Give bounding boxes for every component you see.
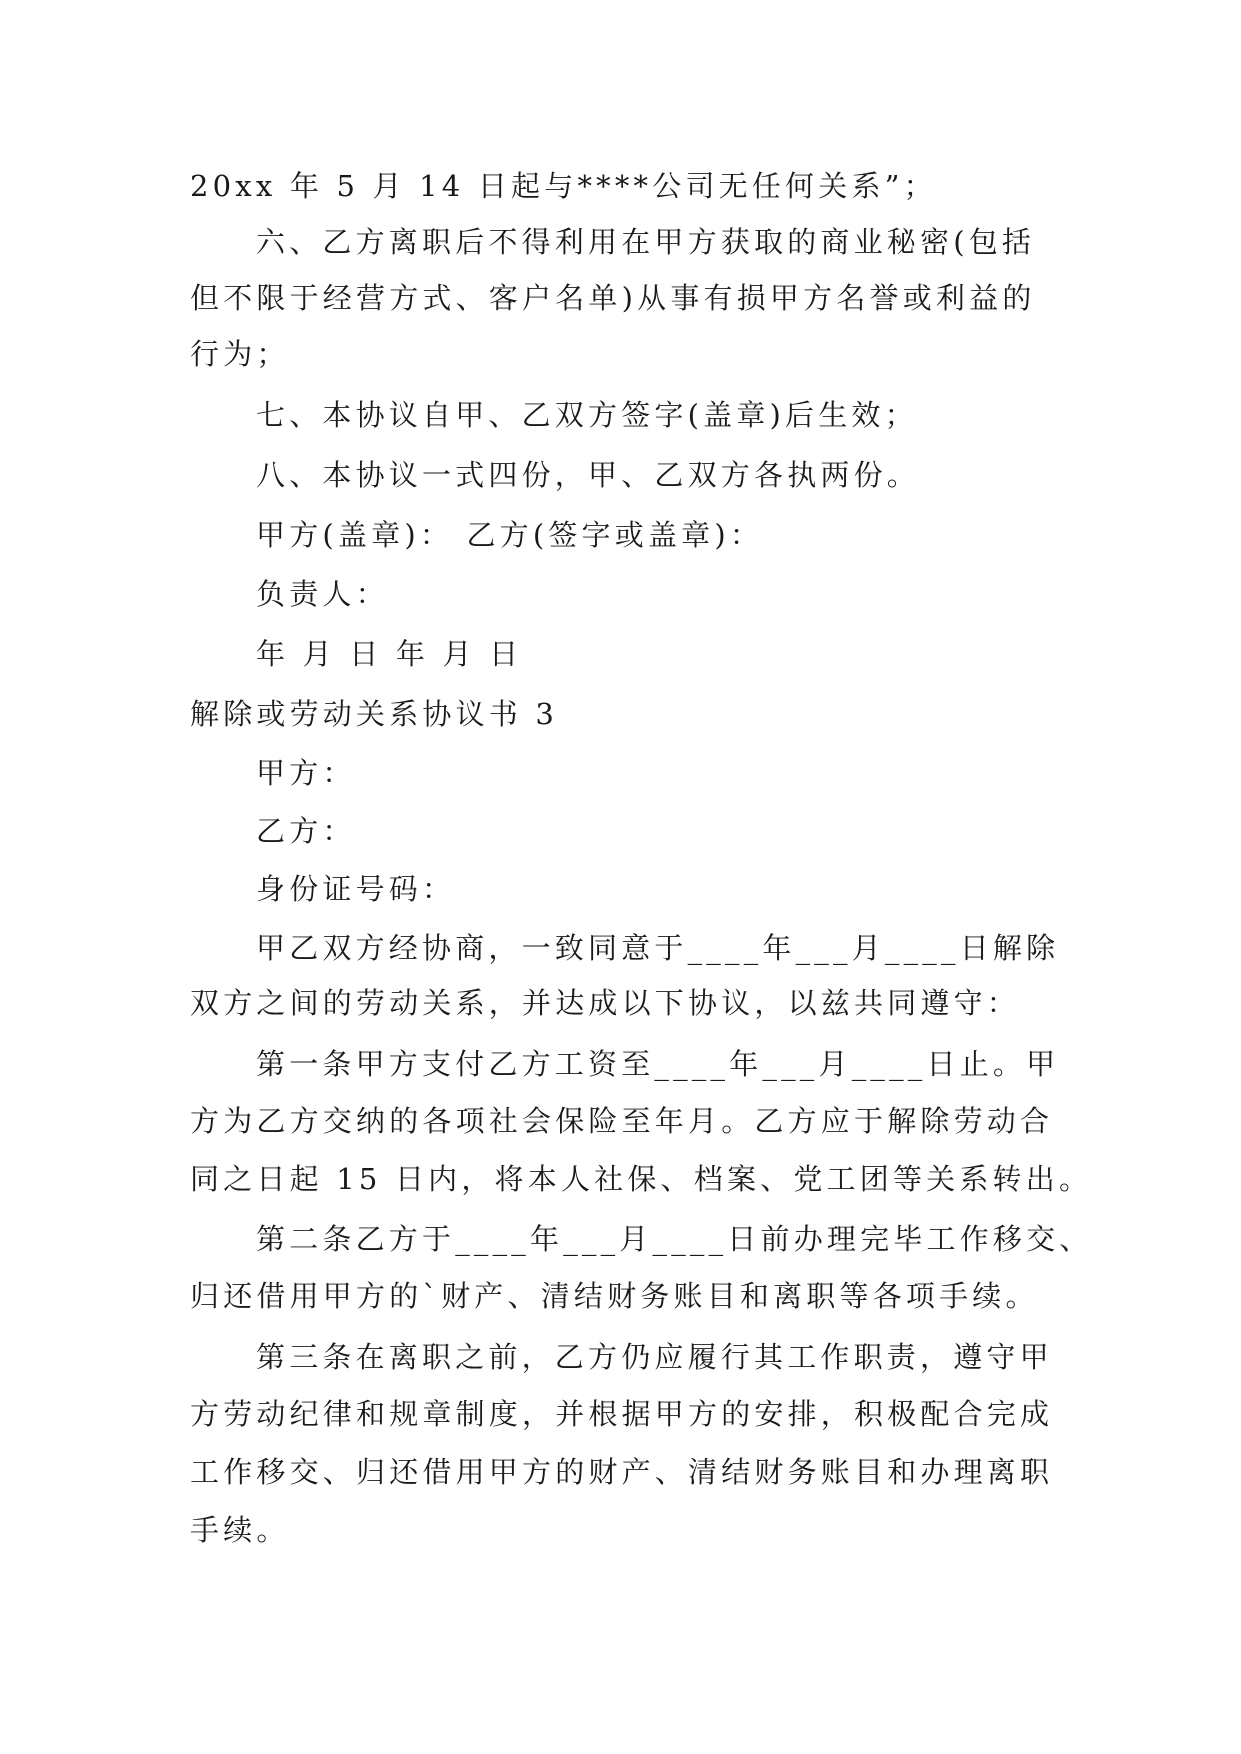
clause-8-line: 八、本协议一式四份，甲、乙双方各执两份。 (256, 458, 921, 492)
text-line: 行为； (190, 337, 290, 371)
text-line: 但不限于经营方式、客户名单)从事有损甲方名誉或利益的 (190, 281, 1036, 315)
article-3-line: 第三条在离职之前，乙方仍应履行其工作职责，遵守甲 (256, 1340, 1053, 1374)
text-line: 20xx 年 5 月 14 日起与****公司无任何关系”； (190, 169, 937, 203)
clause-6-line: 六、乙方离职后不得利用在甲方获取的商业秘密(包括 (256, 225, 1036, 259)
signature-parties-line: 甲方(盖章)： 乙方(签字或盖章)： (256, 518, 764, 552)
party-b-line: 乙方： (256, 814, 356, 848)
id-number-line: 身份证号码： (256, 872, 456, 906)
text-line: 手续。 (190, 1513, 290, 1547)
text-line: 方劳动纪律和规章制度，并根据甲方的安排，积极配合完成 (190, 1397, 1054, 1431)
article-1-line: 第一条甲方支付乙方工资至____年___月____日止。甲 (256, 1047, 1060, 1081)
text-line: 双方之间的劳动关系，并达成以下协议，以兹共同遵守： (190, 986, 1021, 1020)
responsible-person-line: 负责人： (256, 577, 389, 611)
text-line: 归还借用甲方的`财产、清结财务账目和离职等各项手续。 (190, 1279, 1039, 1313)
section-title: 解除或劳动关系协议书 3 (190, 697, 559, 731)
article-2-line: 第二条乙方于____年___月____日前办理完毕工作移交、 (256, 1222, 1093, 1256)
date-line: 年 月 日 年 月 日 (256, 637, 523, 671)
text-line: 同之日起 15 日内，将本人社保、档案、党工团等关系转出。 (190, 1162, 1093, 1196)
text-line: 方为乙方交纳的各项社会保险至年月。乙方应于解除劳动合 (190, 1104, 1054, 1138)
party-a-line: 甲方： (256, 756, 356, 790)
text-line: 工作移交、归还借用甲方的财产、清结财务账目和办理离职 (190, 1455, 1054, 1489)
agreement-intro-line: 甲乙双方经协商，一致同意于____年___月____日解除 (256, 931, 1060, 965)
clause-7-line: 七、本协议自甲、乙双方签字(盖章)后生效； (256, 398, 918, 432)
